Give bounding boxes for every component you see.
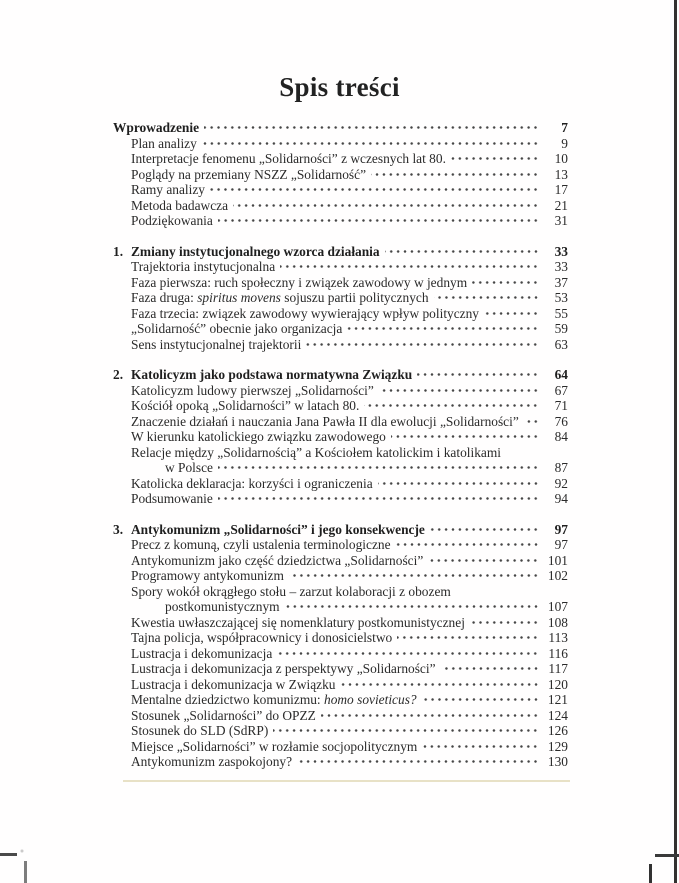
toc-entry-row bbox=[113, 290, 568, 306]
entry-label: Znaczenie działań i nauczania Jana Pawła II dla ewolucji „Solidarności” bbox=[131, 413, 519, 429]
toc-entry-row bbox=[113, 677, 568, 693]
toc-entry-row bbox=[113, 723, 568, 739]
toc-entry-row bbox=[113, 337, 568, 353]
toc-section bbox=[113, 120, 568, 229]
toc-heading-row bbox=[113, 244, 568, 260]
page-number: 9 bbox=[561, 135, 568, 151]
page-number: 17 bbox=[554, 182, 568, 197]
page-number: 13 bbox=[554, 166, 568, 182]
toc-heading-row bbox=[113, 522, 568, 538]
dot-leader bbox=[428, 554, 538, 565]
entry-label: Sens instytucjonalnej trajektorii bbox=[131, 336, 302, 352]
section-number: 1. bbox=[113, 243, 124, 259]
entry-label: Kwestia uwłaszczającej się nomenklatury postkomunistycznej bbox=[131, 614, 465, 630]
toc-entry-row bbox=[113, 398, 568, 414]
scan-faint-line-artifact bbox=[123, 780, 570, 782]
section-number: 3. bbox=[113, 521, 124, 537]
dot-leader bbox=[422, 740, 538, 751]
entry-label: Poglądy na przemiany NSZZ „Solidarność” bbox=[131, 166, 367, 182]
toc-entry-row bbox=[113, 198, 568, 214]
entry-label bbox=[131, 692, 417, 708]
dot-leader bbox=[378, 477, 538, 488]
page-number: 67 bbox=[554, 382, 568, 398]
dot-leader bbox=[396, 538, 538, 549]
dot-leader bbox=[472, 276, 538, 287]
label-segment: Mentalne dziedzictwo komunizmu: bbox=[131, 692, 324, 707]
label-italic-segment: spiritus movens bbox=[197, 290, 281, 305]
page-number: 37 bbox=[554, 274, 568, 290]
section-title: Antykomunizm „Solidarności” i jego konsekwencje bbox=[131, 521, 425, 537]
entry-label: Stosunek do SLD (SdRP) bbox=[131, 723, 269, 738]
dot-leader bbox=[385, 245, 538, 256]
page-number: 92 bbox=[554, 475, 568, 491]
entry-label: Miejsce „Solidarności” w rozłamie socjopolitycznym bbox=[131, 738, 418, 754]
crop-mark-bottom-right-vertical bbox=[649, 864, 652, 883]
page-number: 121 bbox=[547, 692, 568, 707]
toc-section bbox=[113, 244, 568, 353]
page-number: 53 bbox=[554, 290, 568, 305]
toc-section bbox=[113, 522, 568, 770]
page-number: 59 bbox=[554, 321, 568, 336]
toc-entry-row bbox=[113, 259, 568, 275]
toc-entry-row bbox=[113, 306, 568, 322]
toc-entry-row bbox=[113, 615, 568, 631]
page-number: 101 bbox=[547, 552, 568, 568]
page-number: 31 bbox=[554, 213, 568, 228]
entry-label: Programowy antykomunizm bbox=[131, 568, 284, 583]
entry-label: postkomunistycznym bbox=[165, 599, 280, 614]
page-number: 71 bbox=[554, 398, 568, 413]
page-number: 107 bbox=[547, 599, 568, 614]
toc-entry-row bbox=[113, 429, 568, 445]
scan-speckle-artifact bbox=[18, 847, 26, 855]
toc-entry-row bbox=[113, 537, 568, 553]
dot-leader bbox=[484, 307, 538, 318]
entry-label bbox=[131, 290, 429, 306]
dot-leader bbox=[417, 368, 538, 379]
entry-label: Spory wokół okrągłego stołu – zarzut kolaboracji z obozem bbox=[131, 583, 451, 599]
toc-heading-row bbox=[113, 367, 568, 383]
page-number: 76 bbox=[554, 413, 568, 429]
toc-section bbox=[113, 367, 568, 507]
dot-leader bbox=[524, 415, 538, 426]
page-number: 33 bbox=[554, 259, 568, 274]
entry-label: Interpretacje fenomenu „Solidarności” z wczesnych lat 80. bbox=[131, 151, 446, 166]
dot-leader bbox=[430, 523, 538, 534]
dot-leader bbox=[289, 569, 538, 580]
page-number: 64 bbox=[554, 367, 568, 382]
dot-leader bbox=[277, 647, 538, 658]
dot-leader bbox=[347, 322, 538, 333]
entry-label: Metoda badawcza bbox=[131, 197, 229, 213]
page-number: 116 bbox=[548, 645, 568, 661]
page-number: 84 bbox=[554, 429, 568, 444]
entry-label: Tajna policja, współpracownicy i donosicielstwo bbox=[131, 630, 393, 645]
toc-entry-row bbox=[113, 568, 568, 584]
page-title: Spis treści bbox=[279, 72, 400, 102]
toc-entry-row bbox=[113, 599, 568, 615]
entry-label: W kierunku katolickiego związku zawodowego bbox=[131, 429, 386, 444]
toc-entry-row bbox=[113, 708, 568, 724]
toc-entry-row bbox=[113, 136, 568, 152]
entry-label: Podsumowanie bbox=[131, 491, 213, 506]
page-number: 120 bbox=[547, 676, 568, 692]
dot-leader bbox=[364, 399, 538, 410]
crop-mark-bottom-right-horizontal bbox=[655, 854, 679, 857]
page-number: 102 bbox=[547, 568, 568, 583]
dot-leader bbox=[218, 214, 538, 225]
entry-label: Antykomunizm zaspokojony? bbox=[131, 754, 293, 769]
page-number: 117 bbox=[548, 661, 568, 676]
dot-leader bbox=[434, 291, 538, 302]
entry-label: Lustracja i dekomunizacja w Związku bbox=[131, 676, 336, 692]
page-number: 97 bbox=[554, 521, 568, 537]
toc-entry-row bbox=[113, 661, 568, 677]
page-number: 130 bbox=[547, 754, 568, 769]
dot-leader bbox=[470, 616, 538, 627]
dot-leader bbox=[397, 631, 538, 642]
dot-leader bbox=[321, 709, 538, 720]
toc-entry-row bbox=[113, 275, 568, 291]
toc-entry-row-wrapped-first-line bbox=[113, 584, 568, 600]
entry-label: Faza pierwsza: ruch społeczny i związek zawodowy w jednym bbox=[131, 274, 468, 290]
entry-label: Podziękowania bbox=[131, 213, 213, 228]
dot-leader bbox=[202, 137, 538, 148]
toc-entry-row bbox=[113, 383, 568, 399]
entry-label: Relacje między „Solidarnością” a Kościołem katolickim i katolikami bbox=[131, 444, 501, 460]
dot-leader bbox=[451, 152, 538, 163]
toc-heading-row bbox=[113, 120, 568, 136]
entry-label: Antykomunizm jako część dziedzictwa „Solidarności” bbox=[131, 552, 424, 568]
page-number: 87 bbox=[554, 460, 568, 475]
toc-entry-row bbox=[113, 491, 568, 507]
page-number: 126 bbox=[547, 723, 568, 738]
toc-entry-row bbox=[113, 213, 568, 229]
dot-leader bbox=[391, 430, 538, 441]
dot-leader bbox=[218, 492, 538, 503]
toc-entry-row bbox=[113, 553, 568, 569]
entry-label: Precz z komuną, czyli ustalenia terminologiczne bbox=[131, 537, 391, 552]
dot-leader bbox=[422, 693, 538, 704]
entry-label: Faza trzecia: związek zawodowy wywierający wpływ polityczny bbox=[131, 305, 480, 321]
scan-page-edge-line bbox=[674, 0, 677, 883]
entry-label: „Solidarność” obecnie jako organizacja bbox=[131, 321, 343, 336]
dot-leader bbox=[306, 338, 538, 349]
page-number: 7 bbox=[561, 120, 568, 135]
dot-leader bbox=[371, 168, 538, 179]
page-number: 113 bbox=[548, 630, 568, 645]
toc-entry-row bbox=[113, 692, 568, 708]
toc-entry-row bbox=[113, 321, 568, 337]
dot-leader bbox=[285, 600, 538, 611]
toc-entry-row bbox=[113, 167, 568, 183]
page-number: 108 bbox=[547, 614, 568, 630]
dot-leader bbox=[441, 662, 538, 673]
label-italic-segment: homo sovieticus? bbox=[324, 692, 417, 707]
dot-leader bbox=[210, 183, 538, 194]
page-number: 21 bbox=[554, 197, 568, 213]
page-number: 10 bbox=[554, 151, 568, 166]
page-number: 124 bbox=[547, 707, 568, 723]
section-title: Zmiany instytucjonalnego wzorca działania bbox=[131, 243, 380, 259]
dot-leader bbox=[297, 755, 538, 766]
dot-leader bbox=[273, 724, 538, 735]
entry-label: Trajektoria instytucjonalna bbox=[131, 259, 276, 274]
entry-label: Lustracja i dekomunizacja bbox=[131, 645, 273, 661]
toc-entry-row bbox=[113, 630, 568, 646]
page-number: 97 bbox=[554, 537, 568, 552]
page-number: 55 bbox=[554, 305, 568, 321]
section-title: Katolicyzm jako podstawa normatywna Związku bbox=[131, 367, 413, 382]
toc-entry-row bbox=[113, 182, 568, 198]
toc-entry-row-wrapped-first-line bbox=[113, 445, 568, 461]
table-of-contents bbox=[113, 120, 568, 785]
section-title: Wprowadzenie bbox=[113, 120, 200, 135]
dot-leader bbox=[233, 199, 538, 210]
toc-entry-row bbox=[113, 739, 568, 755]
dot-leader bbox=[204, 121, 538, 132]
crop-mark-bottom-left-vertical bbox=[24, 861, 27, 883]
dot-leader bbox=[379, 384, 538, 395]
toc-entry-row bbox=[113, 414, 568, 430]
label-segment: Faza druga: bbox=[131, 290, 198, 305]
dot-leader bbox=[280, 260, 538, 271]
entry-label: Katolicka deklaracja: korzyści i ograniczenia bbox=[131, 475, 373, 491]
entry-label: Katolicyzm ludowy pierwszej „Solidarności” bbox=[131, 382, 374, 398]
entry-label: Ramy analizy bbox=[131, 182, 205, 197]
toc-entry-row bbox=[113, 476, 568, 492]
entry-label: Kościół opoką „Solidarności” w latach 80. bbox=[131, 398, 360, 413]
toc-entry-row bbox=[113, 754, 568, 770]
entry-label: Plan analizy bbox=[131, 135, 197, 151]
entry-label: w Polsce bbox=[165, 460, 213, 475]
entry-label: Lustracja i dekomunizacja z perspektywy „Solidarności” bbox=[131, 661, 436, 676]
page-number: 129 bbox=[547, 738, 568, 754]
toc-entry-row bbox=[113, 646, 568, 662]
entry-label: Stosunek „Solidarności” do OPZZ bbox=[131, 707, 316, 723]
dot-leader bbox=[341, 678, 539, 689]
crop-mark-bottom-left-horizontal bbox=[0, 853, 17, 856]
toc-entry-row bbox=[113, 151, 568, 167]
dot-leader bbox=[218, 461, 538, 472]
section-number: 2. bbox=[113, 367, 124, 382]
label-segment: sojuszu partii politycznych bbox=[280, 290, 429, 305]
page-number: 94 bbox=[554, 491, 568, 506]
toc-entry-row bbox=[113, 460, 568, 476]
page-number: 63 bbox=[554, 336, 568, 352]
page-number: 33 bbox=[554, 243, 568, 259]
